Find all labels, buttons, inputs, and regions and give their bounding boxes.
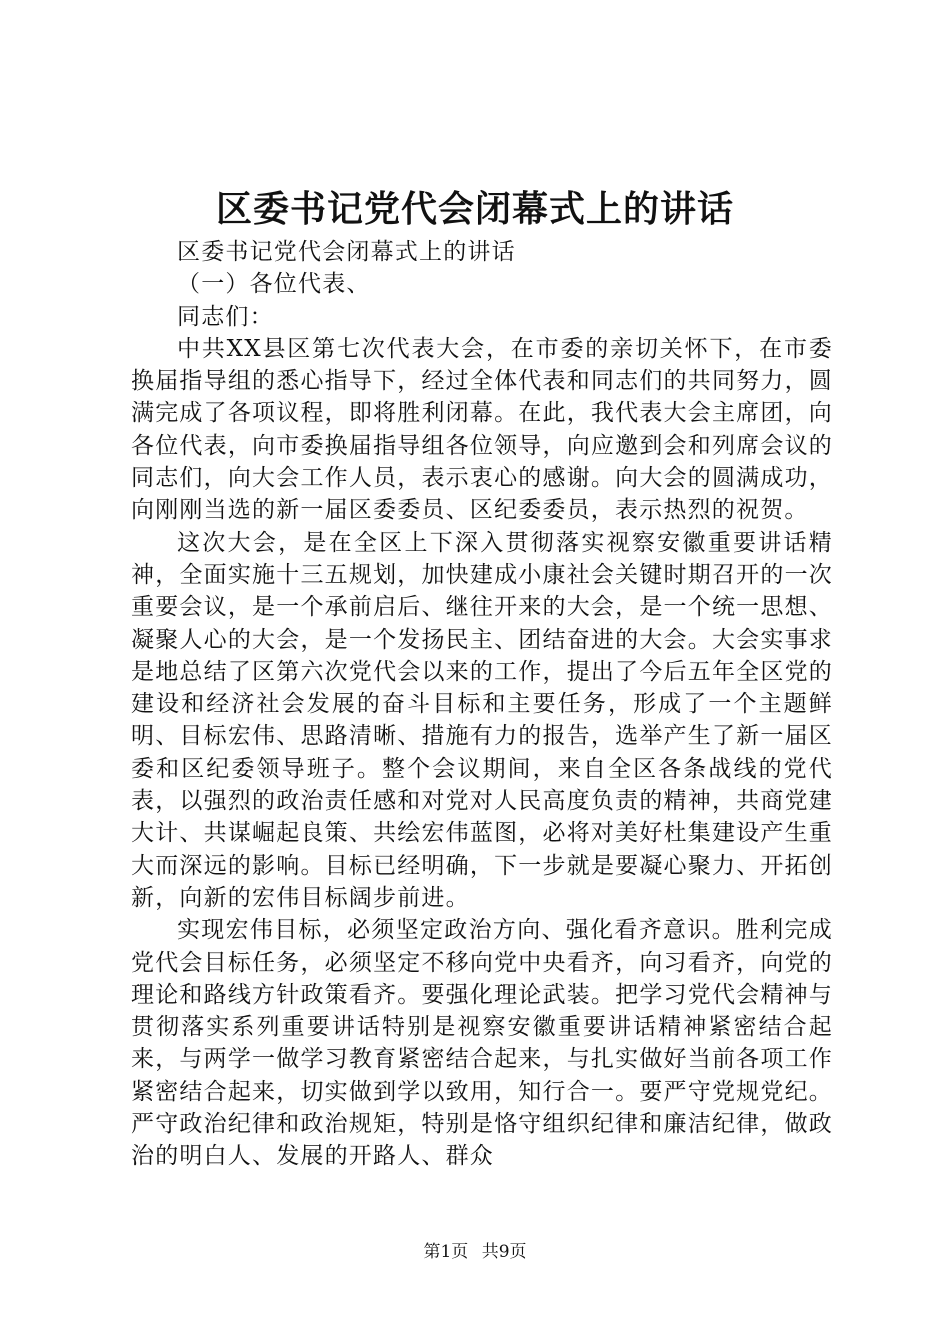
- page-footer: [0, 1240, 950, 1264]
- document-body: [131, 236, 833, 1173]
- body-paragraph: 这次大会，是在全区上下深入贯彻落实视察安徽重要讲话精神，全面实施十三五规划，加快建成小康社会关键时期召开的一次重要会议，是一个承前启后、继往开来的大会，是一个统一思想、凝聚人心的大会，是一个发扬民主、团结奋进的大会。大会实事求是地总结了区第六次党代会以来的工作，提出了今后五年全区党的建设和经济社会发展的奋斗目标和主要任务，形成了一个主题鲜明、目标宏伟、思路清晰、措施有力的报告，选举产生了新一届区委和区纪委领导班子。整个会议期间，来自全区各条战线的党代表，以强烈的政治责任感和对党对人民高度负责的精神，共商党建大计、共谋崛起良策、共绘宏伟蓝图，必将对美好杜集建设产生重大而深远的影响。目标已经明确，下一步就是要凝心聚力、开拓创新，向新的宏伟目标阔步前进。: [131, 529, 833, 911]
- body-paragraph: 中共XX县区第七次代表大会，在市委的亲切关怀下，在市委换届指导组的悉心指导下，经过全体代表和同志们的共同努力，圆满完成了各项议程，即将胜利闭幕。在此，我代表大会主席团，向各位代表，向市委换届指导组各位领导，向应邀到会和列席会议的同志们，向大会工作人员，表示衷心的感谢。向大会的圆满成功，向刚刚当选的新一届区委委员、区纪委委员，表示热烈的祝贺。: [131, 335, 833, 524]
- salutation-paragraph: 同志们：: [177, 303, 274, 330]
- document-title: 区委书记党代会闭幕式上的讲话: [215, 188, 734, 230]
- page-total: 共9页: [481, 1242, 527, 1262]
- page-number: 第1页: [423, 1242, 469, 1262]
- salutation-paragraph: （一）各位代表、: [177, 271, 371, 298]
- subtitle-paragraph: 区委书记党代会闭幕式上的讲话: [177, 239, 516, 265]
- body-paragraph: 实现宏伟目标，必须坚定政治方向、强化看齐意识。胜利完成党代会目标任务，必须坚定不移向党中央看齐，向习看齐，向党的理论和路线方针政策看齐。要强化理论武装。把学习党代会精神与贯彻落实系列重要讲话特别是视察安徽重要讲话精神紧密结合起来，与两学一做学习教育紧密结合起来，与扎实做好当前各项工作紧密结合起来，切实做到学以致用，知行合一。要严守党规党纪。严守政治纪律和政治规矩，特别是恪守组织纪律和廉洁纪律，做政治的明白人、发展的开路人、群众: [131, 917, 833, 1170]
